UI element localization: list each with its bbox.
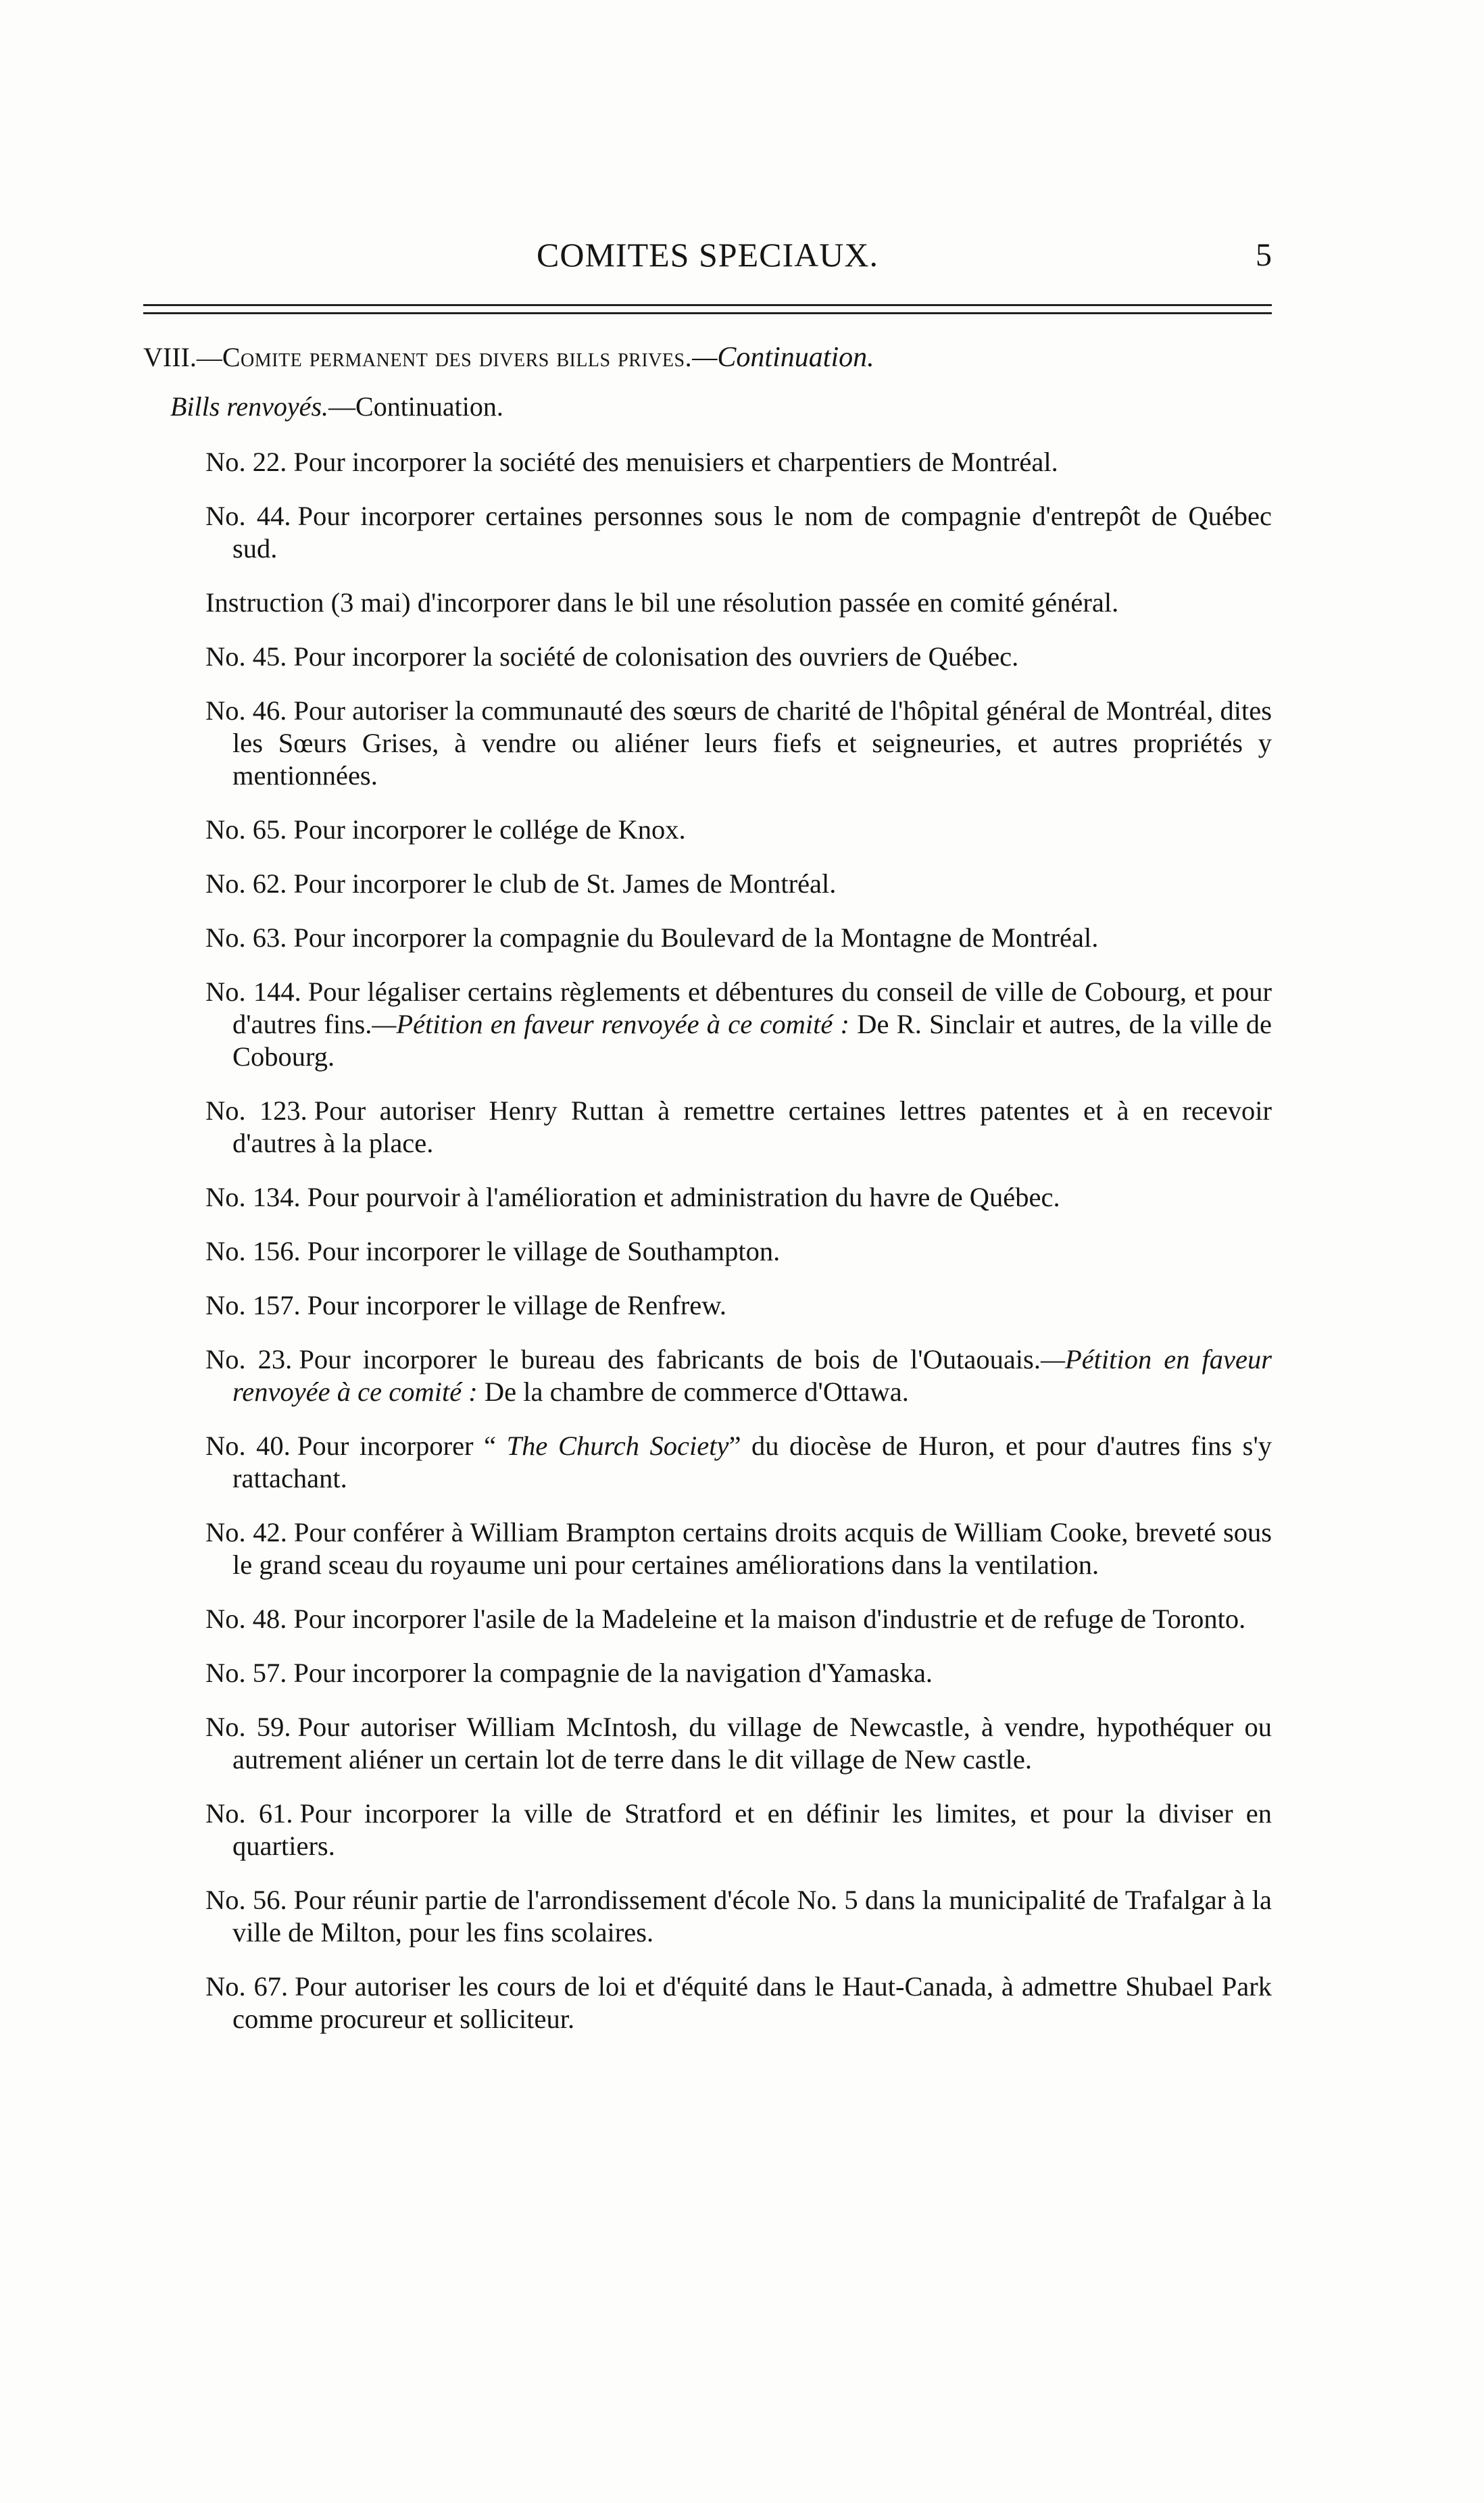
header-rule-top xyxy=(143,304,1272,306)
section-heading xyxy=(143,341,874,374)
bill-italic-text: The Church Society xyxy=(506,1431,729,1461)
bill-text: Pour autoriser William McIntosh, du village de Newcastle, à vendre, hypothéquer ou autrement aliéner un certain lot de terre dans le dit village de New castle. xyxy=(232,1712,1272,1775)
bill-text: Pour incorporer le village de Renfrew. xyxy=(307,1290,727,1320)
bill-entry xyxy=(205,1971,1272,2035)
bill-text: Pour incorporer la société des menuisiers et charpentiers de Montréal. xyxy=(293,447,1058,477)
page-number: 5 xyxy=(1256,237,1272,273)
bill-entry xyxy=(205,587,1272,619)
bill-text: Pour pourvoir à l'amélioration et administration du havre de Québec. xyxy=(307,1182,1060,1212)
bill-entry xyxy=(205,868,1272,900)
bill-entry xyxy=(205,1343,1272,1408)
bill-number: No. 57. xyxy=(205,1658,287,1688)
bill-text: Pour incorporer le bureau des fabricants de bois de l'Outaouais. xyxy=(299,1344,1041,1374)
section-title: Comite permanent des divers bills prives. xyxy=(222,342,693,372)
bill-number: No. 45. xyxy=(205,641,287,672)
bill-entry xyxy=(205,1181,1272,1214)
bill-text: Pour autoriser les cours de loi et d'équité dans le Haut-Canada, à admettre Shubael Park comme procureur et solliciteur. xyxy=(232,1971,1272,2034)
bill-italic-text: —Pétition en faveur renvoyée à ce comité : xyxy=(232,1344,1272,1407)
bill-number: No. 144. xyxy=(205,976,301,1007)
bill-tail-text: ” du diocèse de Huron, et pour d'autres fins s'y rattachant. xyxy=(232,1431,1272,1493)
bill-text: Pour autoriser Henry Ruttan à remettre certaines lettres patentes et à en recevoir d'autres à la place. xyxy=(232,1095,1272,1158)
bill-entry xyxy=(205,1798,1272,1862)
bill-number: No. 156. xyxy=(205,1236,301,1266)
bill-list xyxy=(205,446,1272,2057)
bill-text: Pour incorporer “ xyxy=(297,1431,507,1461)
bill-entry xyxy=(205,922,1272,954)
bill-entry xyxy=(205,695,1272,792)
bill-number: No. 65. xyxy=(205,814,287,845)
bill-text: Pour incorporer la compagnie de la navigation d'Yamaska. xyxy=(293,1658,933,1688)
bill-number: No. 42. xyxy=(205,1517,287,1547)
bill-number: No. 157. xyxy=(205,1290,301,1320)
section-dash: — xyxy=(196,344,222,372)
bill-text: Pour incorporer le village de Southampton. xyxy=(307,1236,781,1266)
bill-entry xyxy=(205,1430,1272,1495)
bill-text: Pour incorporer le collége de Knox. xyxy=(293,814,686,845)
bill-number: No. 67. xyxy=(205,1971,289,2002)
bill-number: No. 56. xyxy=(205,1885,287,1915)
bill-number: No. 123. xyxy=(205,1095,307,1126)
bill-text: Pour incorporer la ville de Stratford et en définir les limites, et pour la diviser en quartiers. xyxy=(232,1798,1272,1861)
section-number: VIII. xyxy=(143,342,197,372)
bill-number: No. 46. xyxy=(205,695,287,726)
bill-number: No. 23. xyxy=(205,1344,293,1374)
bill-entry xyxy=(205,1095,1272,1160)
bill-entry xyxy=(205,1289,1272,1322)
bill-text: Pour légaliser certains règlements et débentures du conseil de ville de Cobourg, et pour d'autres fins. xyxy=(232,976,1272,1039)
bill-number: No. 134. xyxy=(205,1182,301,1212)
section-continuation: —Continuation. xyxy=(692,342,874,373)
subheading-plain: —Continuation. xyxy=(328,391,503,422)
bill-text: Pour conférer à William Brampton certains droits acquis de William Cooke, breveté sous le grand sceau du royaume uni pour certaines améliorations dans la ventilation. xyxy=(232,1517,1272,1580)
bill-entry xyxy=(205,1603,1272,1635)
bill-number: No. 44. xyxy=(205,501,291,531)
bill-entry xyxy=(205,1516,1272,1581)
bill-tail-text: De la chambre de commerce d'Ottawa. xyxy=(477,1377,909,1407)
bill-number: No. 59. xyxy=(205,1712,291,1742)
header-rule-bottom xyxy=(143,312,1272,314)
page-header xyxy=(143,235,1272,276)
subheading xyxy=(170,391,503,422)
bill-entry xyxy=(205,446,1272,478)
bill-number: No. 63. xyxy=(205,922,287,953)
bill-entry xyxy=(205,1884,1272,1949)
bill-text: Pour incorporer certaines personnes sous le nom de compagnie d'entrepôt de Québec sud. xyxy=(232,501,1272,564)
bill-text: Instruction (3 mai) d'incorporer dans le bil une résolution passée en comité général. xyxy=(205,587,1119,618)
bill-number: No. 62. xyxy=(205,868,287,899)
bill-entry xyxy=(205,1657,1272,1689)
bill-entry xyxy=(205,1235,1272,1268)
bill-text: Pour incorporer la société de colonisation des ouvriers de Québec. xyxy=(293,641,1019,672)
bill-number: No. 48. xyxy=(205,1604,287,1634)
bill-text: Pour incorporer l'asile de la Madeleine et la maison d'industrie et de refuge de Toronto. xyxy=(293,1604,1246,1634)
page-title: COMITES SPECIAUX. xyxy=(537,236,879,274)
bill-text: Pour réunir partie de l'arrondissement d'école No. 5 dans la municipalité de Trafalgar à la ville de Milton, pour les fins scolaires. xyxy=(232,1885,1272,1948)
bill-text: Pour incorporer le club de St. James de Montréal. xyxy=(293,868,837,899)
bill-number: No. 61. xyxy=(205,1798,293,1829)
bill-number: No. 40. xyxy=(205,1431,291,1461)
bill-italic-text: —Pétition en faveur renvoyée à ce comité : xyxy=(372,1009,850,1039)
bill-text: Pour autoriser la communauté des sœurs de charité de l'hôpital général de Montréal, dites les Sœurs Grises, à vendre ou aliéner leurs fiefs et seigneuries, et autres propriétés y mentionnées. xyxy=(232,695,1272,791)
bill-entry xyxy=(205,641,1272,673)
bill-number: No. 22. xyxy=(205,447,287,477)
bill-entry xyxy=(205,1711,1272,1776)
bill-entry xyxy=(205,976,1272,1073)
subheading-italic: Bills renvoyés. xyxy=(170,391,329,422)
bill-text: Pour incorporer la compagnie du Boulevard de la Montagne de Montréal. xyxy=(293,922,1099,953)
bill-entry xyxy=(205,500,1272,565)
bill-entry xyxy=(205,814,1272,846)
bill-tail-text: De R. Sinclair et autres, de la ville de Cobourg. xyxy=(232,1009,1272,1072)
